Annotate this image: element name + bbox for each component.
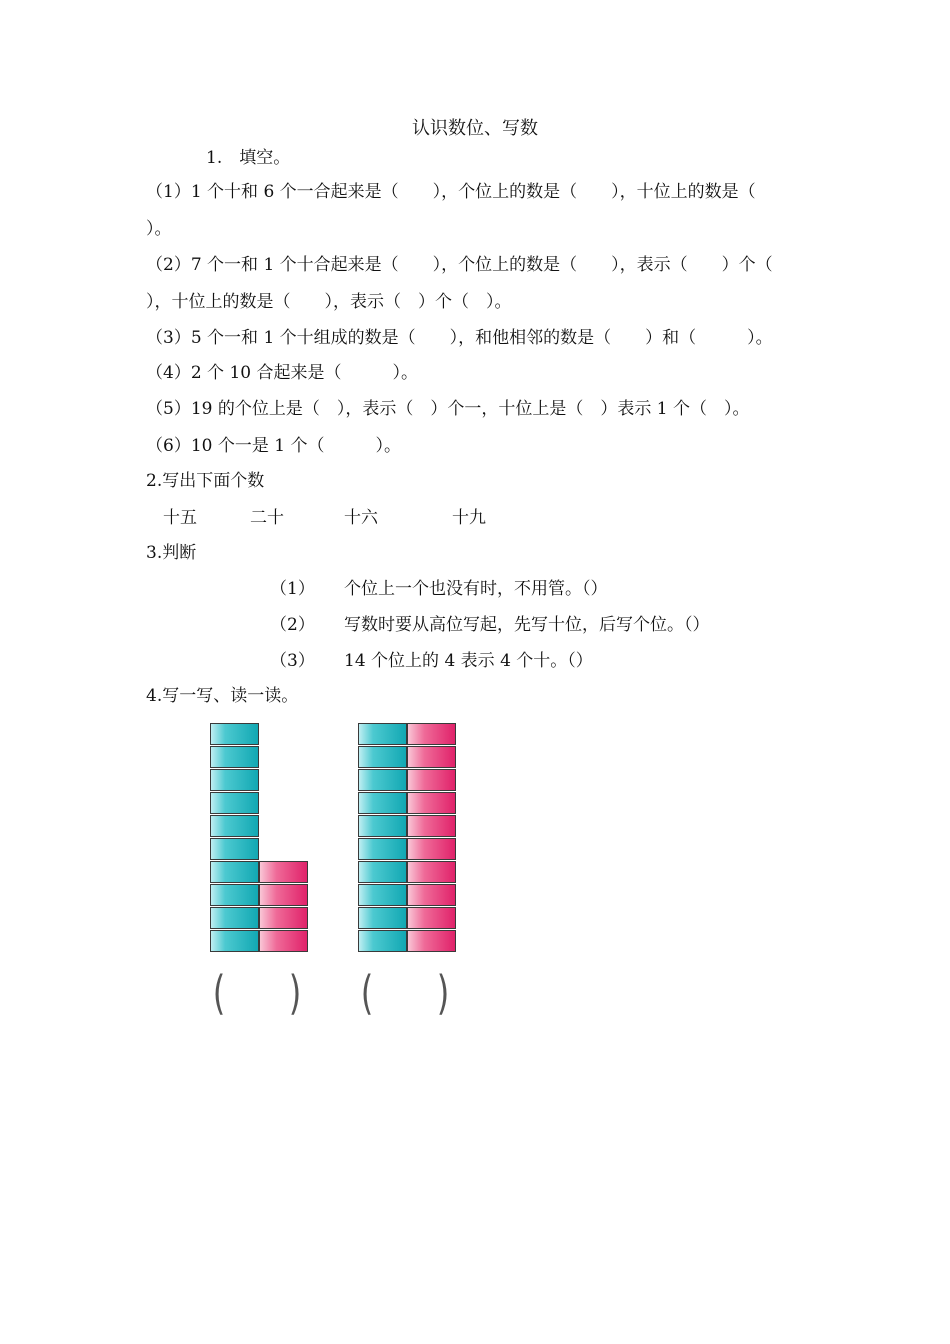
q3-item-2-number: （2）: [270, 615, 315, 635]
ones-block: [407, 792, 456, 814]
ones-block: [259, 884, 308, 906]
q2-heading: 2.写出下面个数: [146, 471, 265, 491]
answer-paren-close-1: ): [288, 966, 302, 1020]
ones-block: [259, 861, 308, 883]
q3-item-3-number: （3）: [270, 651, 315, 671]
answer-paren-close-2: ): [436, 966, 450, 1020]
tens-block: [358, 769, 407, 791]
tens-block: [210, 861, 259, 883]
q3-item-3-text: 14 个位上的 4 表示 4 个十。（）: [344, 651, 593, 671]
ones-block: [407, 930, 456, 952]
q1-line-6: （4）2 个 10 合起来是（ ）。: [146, 363, 418, 383]
worksheet-title: 认识数位、写数: [412, 118, 538, 139]
tens-block: [358, 815, 407, 837]
ones-block: [259, 930, 308, 952]
answer-paren-open-1: (: [212, 966, 226, 1020]
q1-line-5: （3）5 个一和 1 个十组成的数是（ ），和他相邻的数是（ ）和（ ）。: [146, 328, 773, 348]
q3-heading: 3.判断: [146, 543, 197, 563]
ones-block: [407, 838, 456, 860]
q1-line-4: ），十位上的数是（ ），表示（ ）个（ ）。: [146, 292, 512, 312]
q1-line-7: （5）19 的个位上是（ ），表示（ ）个一，十位上是（ ）表示 1 个（ ）。: [146, 399, 750, 419]
tens-block: [210, 884, 259, 906]
q3-item-2-text: 写数时要从高位写起，先写十位，后写个位。（）: [344, 615, 710, 635]
tens-block: [358, 838, 407, 860]
tens-block: [210, 930, 259, 952]
q3-item-1-number: （1）: [270, 579, 315, 599]
q1-heading: 1. 填空。: [206, 148, 291, 168]
ones-block: [407, 907, 456, 929]
ones-block: [407, 861, 456, 883]
q3-item-1-text: 个位上一个也没有时，不用管。（）: [344, 579, 608, 599]
tens-block: [358, 907, 407, 929]
q2-item-2: 二十: [250, 508, 284, 528]
tens-block: [210, 838, 259, 860]
tens-block: [210, 907, 259, 929]
q2-item-4: 十九: [452, 508, 486, 528]
tens-block: [210, 723, 259, 745]
q1-line-1: （1）1 个十和 6 个一合起来是（ ），个位上的数是（ ），十位上的数是（: [146, 182, 756, 202]
q2-item-1: 十五: [163, 508, 197, 528]
q2-item-3: 十六: [344, 508, 378, 528]
tens-block: [358, 746, 407, 768]
tens-block: [358, 792, 407, 814]
tens-block: [358, 861, 407, 883]
tens-block: [210, 792, 259, 814]
tens-block: [358, 930, 407, 952]
ones-block: [407, 769, 456, 791]
q1-line-3: （2）7 个一和 1 个十合起来是（ ），个位上的数是（ ），表示（ ）个（: [146, 255, 773, 275]
q1-line-8: （6）10 个一是 1 个（ ）。: [146, 436, 401, 456]
ones-block: [259, 907, 308, 929]
q4-heading: 4.写一写、读一读。: [146, 686, 299, 706]
answer-paren-open-2: (: [360, 966, 374, 1020]
tens-block: [210, 815, 259, 837]
tens-block: [210, 769, 259, 791]
ones-block: [407, 884, 456, 906]
q1-line-2: ）。: [146, 219, 172, 239]
ones-block: [407, 746, 456, 768]
tens-block: [210, 746, 259, 768]
ones-block: [407, 723, 456, 745]
ones-block: [407, 815, 456, 837]
tens-block: [358, 723, 407, 745]
tens-block: [358, 884, 407, 906]
